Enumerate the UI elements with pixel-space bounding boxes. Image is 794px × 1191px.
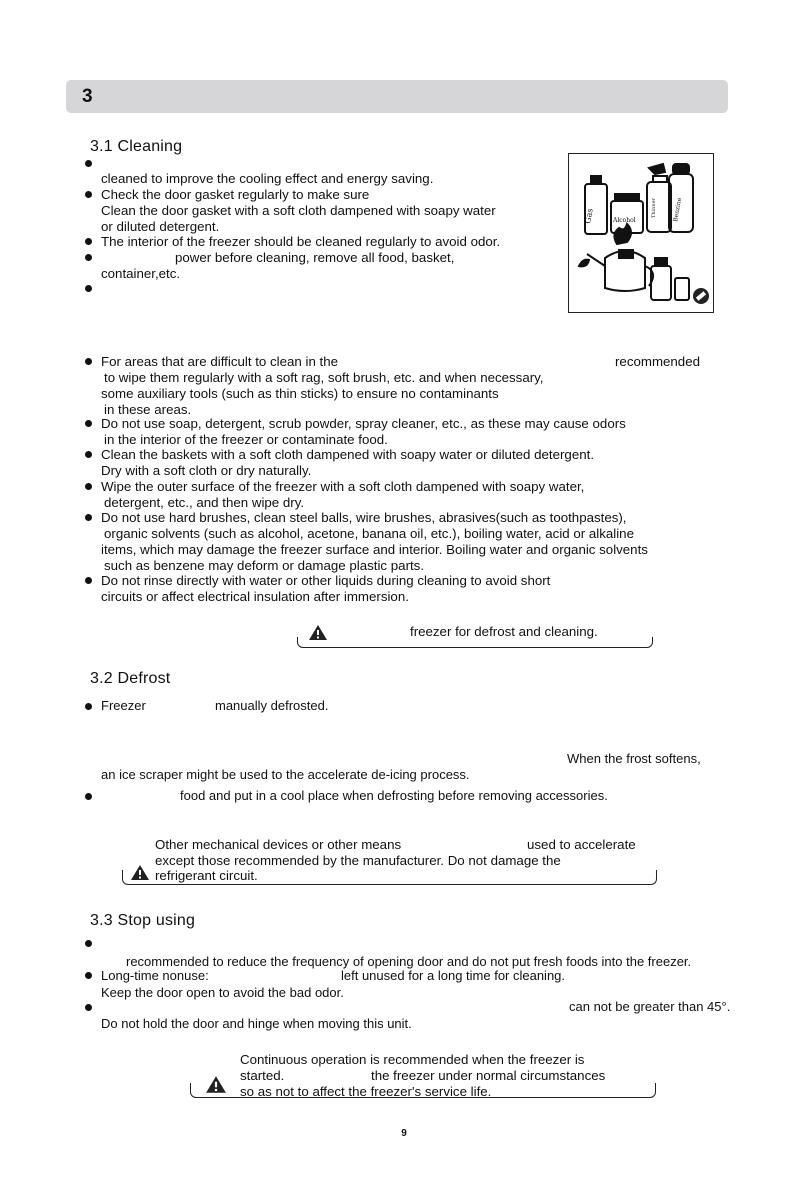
section-title-stop-using: 3.3 Stop using [90,912,196,929]
section-title-defrost: 3.2 Defrost [90,670,171,687]
text-line: The interior of the freezer should be cleaned regularly to avoid odor. [101,234,501,249]
svg-text:Benzine: Benzine [672,197,684,223]
text-line: power before cleaning, remove all food, basket, [175,250,455,265]
bullet [85,254,92,261]
text-line: Freezer [101,698,146,713]
text-line: Dry with a soft cloth or dry naturally. [101,463,312,478]
text-line: detergent, etc., and then wipe dry. [104,495,305,510]
text-line: Check the door gasket regularly to make sure [101,187,370,202]
bullet [85,483,92,490]
chapter-number: 3 [82,86,93,107]
page-number: 9 [401,1128,407,1139]
text-line: an ice scraper might be used to the accelerate de-icing process. [101,767,470,782]
text-line: Long-time nonuse: [101,968,209,983]
text-line: recommended [615,354,700,369]
warning-text: the freezer under normal circumstances [371,1068,606,1083]
bullet [85,285,92,292]
text-line: Clean the door gasket with a soft cloth dampened with soapy water [101,203,496,218]
text-line: or diluted detergent. [101,219,220,234]
bullet [85,451,92,458]
bullet [85,972,92,979]
text-line: recommended to reduce the frequency of opening door and do not put fresh foods into the freezer. [126,954,692,969]
bullet [85,160,92,167]
text-line: organic solvents (such as alcohol, acetone, banana oil, etc.), boiling water, acid or alkaline [104,526,634,541]
text-line: Do not use hard brushes, clean steel balls, wire brushes, abrasives(such as toothpastes), [101,510,627,525]
prohibited-chemicals-illustration [568,153,714,313]
bullet [85,1004,92,1011]
text-line: in the interior of the freezer or contaminate food. [104,432,388,447]
text-line: container,etc. [101,266,181,281]
chapter-header-bar [66,80,728,113]
warning-text: so as not to affect the freezer's service life. [240,1084,492,1099]
section-title-cleaning: 3.1 Cleaning [90,138,183,155]
bullet [85,238,92,245]
text-line: When the frost softens, [567,751,701,766]
text-line: circuits or affect electrical insulation after immersion. [101,589,409,604]
warning-triangle-icon [308,624,328,641]
text-line: to wipe them regularly with a soft rag, soft brush, etc. and when necessary, [104,370,544,385]
bullet [85,940,92,947]
text-line: For areas that are difficult to clean in the [101,354,339,369]
warning-triangle-icon [130,864,150,881]
bullet [85,420,92,427]
warning-text: except those recommended by the manufacturer. Do not damage the [155,853,561,868]
warning-triangle-icon [205,1075,227,1094]
warning-text: freezer for defrost and cleaning. [410,624,598,639]
text-line: Do not hold the door and hinge when moving this unit. [101,1016,412,1031]
svg-text:Gas: Gas [583,207,595,225]
text-line: Clean the baskets with a soft cloth dampened with soapy water or diluted detergent. [101,447,595,462]
text-line: such as benzene may deform or damage plastic parts. [104,558,425,573]
bullet [85,191,92,198]
svg-text:Alcohol: Alcohol [613,217,636,224]
bullet [85,514,92,521]
text-line: Do not rinse directly with water or other liquids during cleaning to avoid short [101,573,551,588]
text-line: Wipe the outer surface of the freezer with a soft cloth dampened with soapy water, [101,479,585,494]
bullet [85,358,92,365]
text-line: in these areas. [104,402,192,417]
warning-text: started. [240,1068,285,1083]
text-line: can not be greater than 45°. [569,999,731,1014]
text-line: cleaned to improve the cooling effect and energy saving. [101,171,434,186]
text-line: Do not use soap, detergent, scrub powder, spray cleaner, etc., as these may cause odors [101,416,626,431]
text-line: food and put in a cool place when defrosting before removing accessories. [180,788,608,803]
text-line: some auxiliary tools (such as thin sticks) to ensure no contaminants [101,386,499,401]
bullet [85,577,92,584]
bullet [85,793,92,800]
text-line: manually defrosted. [215,698,329,713]
chemical-bottles-icon [569,154,713,312]
warning-text: used to accelerate [527,837,636,852]
bullet [85,703,92,710]
text-line: Keep the door open to avoid the bad odor. [101,985,344,1000]
warning-text: Other mechanical devices or other means [155,837,402,852]
text-line: items, which may damage the freezer surface and interior. Boiling water and organic solvents [101,542,648,557]
svg-text:Thinner: Thinner [651,198,657,218]
warning-text: refrigerant circuit. [155,868,258,883]
warning-text: Continuous operation is recommended when the freezer is [240,1052,585,1067]
text-line: left unused for a long time for cleaning. [341,968,566,983]
